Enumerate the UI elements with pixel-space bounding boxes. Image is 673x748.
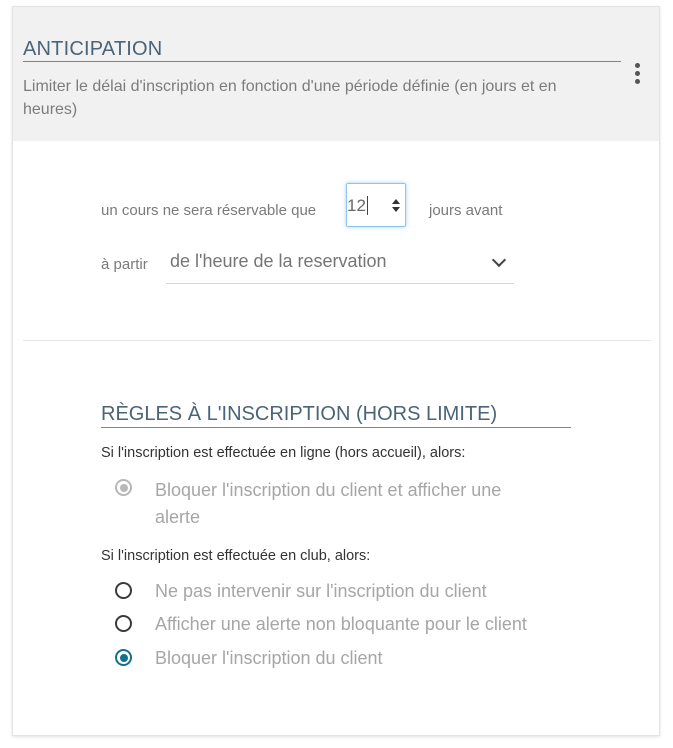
days-prefix-label: un cours ne sera réservable que	[101, 202, 317, 219]
chevron-down-icon[interactable]	[492, 253, 506, 267]
from-select-value[interactable]: de l'heure de la reservation	[170, 251, 387, 271]
card-header	[13, 7, 659, 141]
anticipation-card	[12, 6, 660, 736]
online-block-alert-label-line2[interactable]: alerte	[155, 507, 201, 527]
club-block-label[interactable]: Bloquer l'inscription du client	[155, 648, 383, 668]
club-non-blocking-alert-radio[interactable]	[115, 615, 132, 632]
club-no-intervention-label[interactable]: Ne pas intervenir sur l'inscription du client	[155, 581, 487, 601]
from-label: à partir	[101, 256, 148, 273]
from-select[interactable]	[166, 249, 514, 284]
days-suffix-label: jours avant	[429, 202, 503, 219]
club-rule-label: Si l'inscription est effectuée en club, alors:	[101, 548, 371, 564]
section-divider	[23, 340, 651, 341]
online-block-alert-label-line1[interactable]: Bloquer l'inscription du client et afficher une	[155, 480, 502, 500]
online-block-alert-radio[interactable]	[115, 479, 132, 496]
club-no-intervention-radio[interactable]	[115, 582, 132, 599]
spinner-up-icon[interactable]	[392, 199, 400, 204]
days-number-input[interactable]	[346, 183, 406, 227]
online-block-alert-label[interactable]	[155, 477, 501, 531]
card-title: ANTICIPATION	[23, 37, 621, 62]
card-description-line1: Limiter le délai d'inscription en fonction d'une période définie (en jours et en	[23, 78, 557, 95]
card-description-line2: heures)	[23, 101, 78, 118]
days-input-value[interactable]: 12	[347, 196, 366, 215]
club-block-radio[interactable]	[115, 649, 132, 666]
club-non-blocking-alert-label[interactable]: Afficher une alerte non bloquante pour le client	[155, 614, 527, 634]
spinner-down-icon[interactable]	[392, 207, 400, 212]
number-spinner-icon[interactable]	[389, 196, 403, 216]
online-rule-label: Si l'inscription est effectuée en ligne (hors accueil), alors:	[101, 445, 466, 461]
rules-section-title: RÈGLES À L'INSCRIPTION (HORS LIMITE)	[101, 401, 571, 428]
more-options-icon[interactable]	[629, 63, 645, 89]
card-description	[23, 75, 593, 121]
